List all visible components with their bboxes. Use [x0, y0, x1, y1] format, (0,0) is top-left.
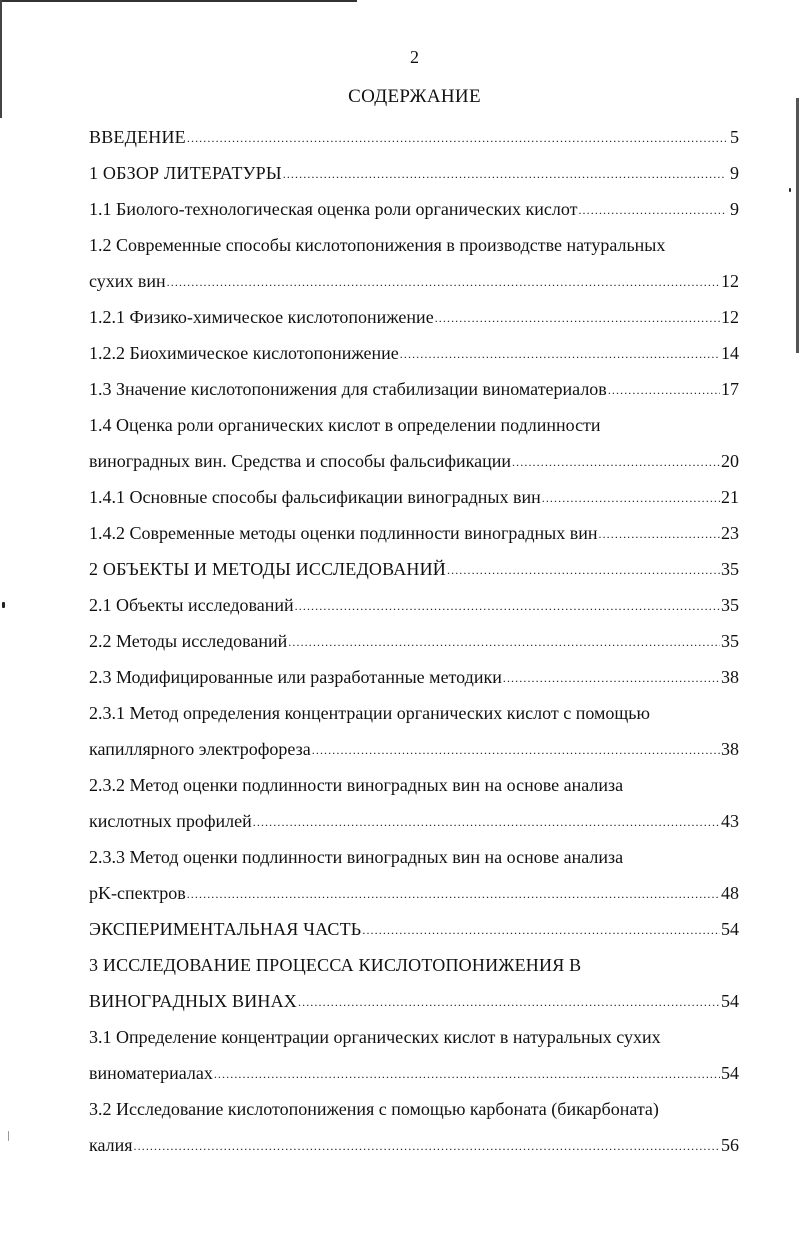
toc-entry-title: pK-спектров: [89, 883, 186, 903]
toc-entry-title: 2.3.1 Метод определения концентрации органических кислот с помощью: [89, 703, 650, 723]
toc-entry: [89, 149, 739, 185]
toc-entry-title: 3.2 Исследование кислотопонижения с помощью карбоната (бикарбоната): [89, 1099, 659, 1119]
toc-entry: [89, 977, 739, 1013]
toc-entry-title: 1.4.2 Современные методы оценки подлинности виноградных вин: [89, 523, 598, 543]
toc-entry-page: 48: [721, 883, 739, 903]
scan-speck: [8, 1131, 9, 1141]
toc-entry-title: 2.1 Объекты исследований: [89, 595, 294, 615]
toc-entry-page: 20: [721, 451, 739, 471]
toc-entry-page: 54: [721, 1063, 739, 1083]
scan-edge-top: [0, 0, 357, 2]
toc-entry-title: 1.3 Значение кислотопонижения для стабилизации виноматериалов: [89, 379, 607, 399]
toc-leader-dots: [362, 922, 720, 936]
toc-leader-dots: [512, 454, 720, 468]
scan-speck: [2, 602, 5, 608]
toc-entry: [89, 473, 739, 509]
toc-leader-dots: [253, 814, 720, 828]
toc-entry: [89, 329, 739, 365]
toc-entry: [89, 113, 739, 149]
toc-entry-title: 2.3.3 Метод оценки подлинности виноградных вин на основе анализа: [89, 847, 624, 867]
page-number: 2: [410, 47, 419, 67]
toc-entry: [89, 689, 739, 725]
toc-entry-title: 3 ИССЛЕДОВАНИЕ ПРОЦЕССА КИСЛОТОПОНИЖЕНИЯ В: [89, 955, 582, 975]
toc-entry-page: 35: [721, 559, 739, 579]
toc-leader-dots: [187, 886, 720, 900]
toc-entry: [89, 725, 739, 761]
toc-entry-page: 23: [721, 523, 739, 543]
toc-entry: [89, 1121, 739, 1157]
toc-leader-dots: [435, 310, 720, 324]
toc-leader-dots: [295, 598, 720, 612]
page-title: СОДЕРЖАНИЕ: [348, 86, 481, 107]
toc-entry-page: 12: [721, 307, 739, 327]
toc-entry: [89, 437, 739, 473]
toc-entry: [89, 869, 739, 905]
toc-entry: [89, 221, 739, 257]
toc-leader-dots: [214, 1066, 720, 1080]
toc-entry-title: кислотных профилей: [89, 811, 252, 831]
toc-entry-page: 54: [721, 919, 739, 939]
toc-entry-title: 1.2 Современные способы кислотопонижения в производстве натуральных: [89, 235, 666, 255]
toc-entry: [89, 185, 739, 221]
toc-leader-dots: [167, 274, 720, 288]
toc-leader-dots: [288, 634, 720, 648]
toc-leader-dots: [283, 166, 726, 180]
toc-entry-page: 43: [721, 811, 739, 831]
toc-entry-title: 1.4.1 Основные способы фальсификации виноградных вин: [89, 487, 541, 507]
toc-entry-page: 21: [721, 487, 739, 507]
toc-entry-page: 14: [721, 343, 739, 363]
toc-leader-dots: [578, 202, 726, 216]
toc-entry-page: 56: [721, 1135, 739, 1155]
toc-entry-title: 3.1 Определение концентрации органических кислот в натуральных сухих: [89, 1027, 661, 1047]
toc-leader-dots: [187, 130, 726, 144]
toc-entry: [89, 1085, 739, 1121]
toc-leader-dots: [598, 526, 720, 540]
toc-leader-dots: [447, 562, 720, 576]
toc-entry-page: 9: [730, 163, 739, 183]
toc-entry: [89, 653, 739, 689]
toc-entry-title: 1.2.1 Физико-химическое кислотопонижение: [89, 307, 434, 327]
toc-entry: [89, 581, 739, 617]
toc-entry-title: сухих вин: [89, 271, 166, 291]
toc-entry: [89, 797, 739, 833]
toc-entry-page: 38: [721, 667, 739, 687]
toc-entry: [89, 257, 739, 293]
toc-entry: [89, 941, 739, 977]
toc-entry-title: калия: [89, 1135, 133, 1155]
toc-entry-title: 2.3.2 Метод оценки подлинности виноградных вин на основе анализа: [89, 775, 624, 795]
toc-entry: [89, 293, 739, 329]
toc-entry-page: 35: [721, 631, 739, 651]
toc-entry-title: 2.3 Модифицированные или разработанные методики: [89, 667, 502, 687]
toc-entry-title: 1.2.2 Биохимическое кислотопонижение: [89, 343, 399, 363]
toc-entry: [89, 1013, 739, 1049]
toc-entry-title: 1.4 Оценка роли органических кислот в определении подлинности: [89, 415, 601, 435]
toc-entry-title: ВВЕДЕНИЕ: [89, 127, 186, 147]
toc-entry: [89, 905, 739, 941]
toc-leader-dots: [298, 994, 720, 1008]
toc-entry-title: виноматериалах: [89, 1063, 213, 1083]
toc-leader-dots: [503, 670, 720, 684]
table-of-contents: [89, 113, 739, 1157]
toc-entry-page: 9: [730, 199, 739, 219]
toc-entry: [89, 545, 739, 581]
toc-leader-dots: [134, 1138, 720, 1152]
toc-entry: [89, 401, 739, 437]
toc-leader-dots: [312, 742, 720, 756]
toc-entry-page: 54: [721, 991, 739, 1011]
toc-entry-page: 5: [730, 127, 739, 147]
toc-entry: [89, 509, 739, 545]
toc-entry: [89, 1049, 739, 1085]
scan-speck: [789, 188, 791, 192]
toc-entry: [89, 617, 739, 653]
toc-entry-title: 2 ОБЪЕКТЫ И МЕТОДЫ ИССЛЕДОВАНИЙ: [89, 559, 446, 579]
toc-entry-page: 35: [721, 595, 739, 615]
toc-leader-dots: [542, 490, 720, 504]
toc-entry-title: 2.2 Методы исследований: [89, 631, 288, 651]
toc-entry-page: 17: [721, 379, 739, 399]
toc-leader-dots: [400, 346, 720, 360]
toc-entry-page: 12: [721, 271, 739, 291]
toc-entry-title: 1.1 Биолого-технологическая оценка роли органических кислот: [89, 199, 578, 219]
toc-entry: [89, 833, 739, 869]
toc-entry-title: 1 ОБЗОР ЛИТЕРАТУРЫ: [89, 163, 282, 183]
toc-entry-title: ВИНОГРАДНЫХ ВИНАХ: [89, 991, 297, 1011]
toc-entry-title: капиллярного электрофореза: [89, 739, 311, 759]
toc-entry-title: ЭКСПЕРИМЕНТАЛЬНАЯ ЧАСТЬ: [89, 919, 362, 939]
toc-entry-title: виноградных вин. Средства и способы фальсификации: [89, 451, 512, 471]
toc-leader-dots: [608, 382, 720, 396]
toc-entry: [89, 761, 739, 797]
toc-entry-page: 38: [721, 739, 739, 759]
toc-entry: [89, 365, 739, 401]
